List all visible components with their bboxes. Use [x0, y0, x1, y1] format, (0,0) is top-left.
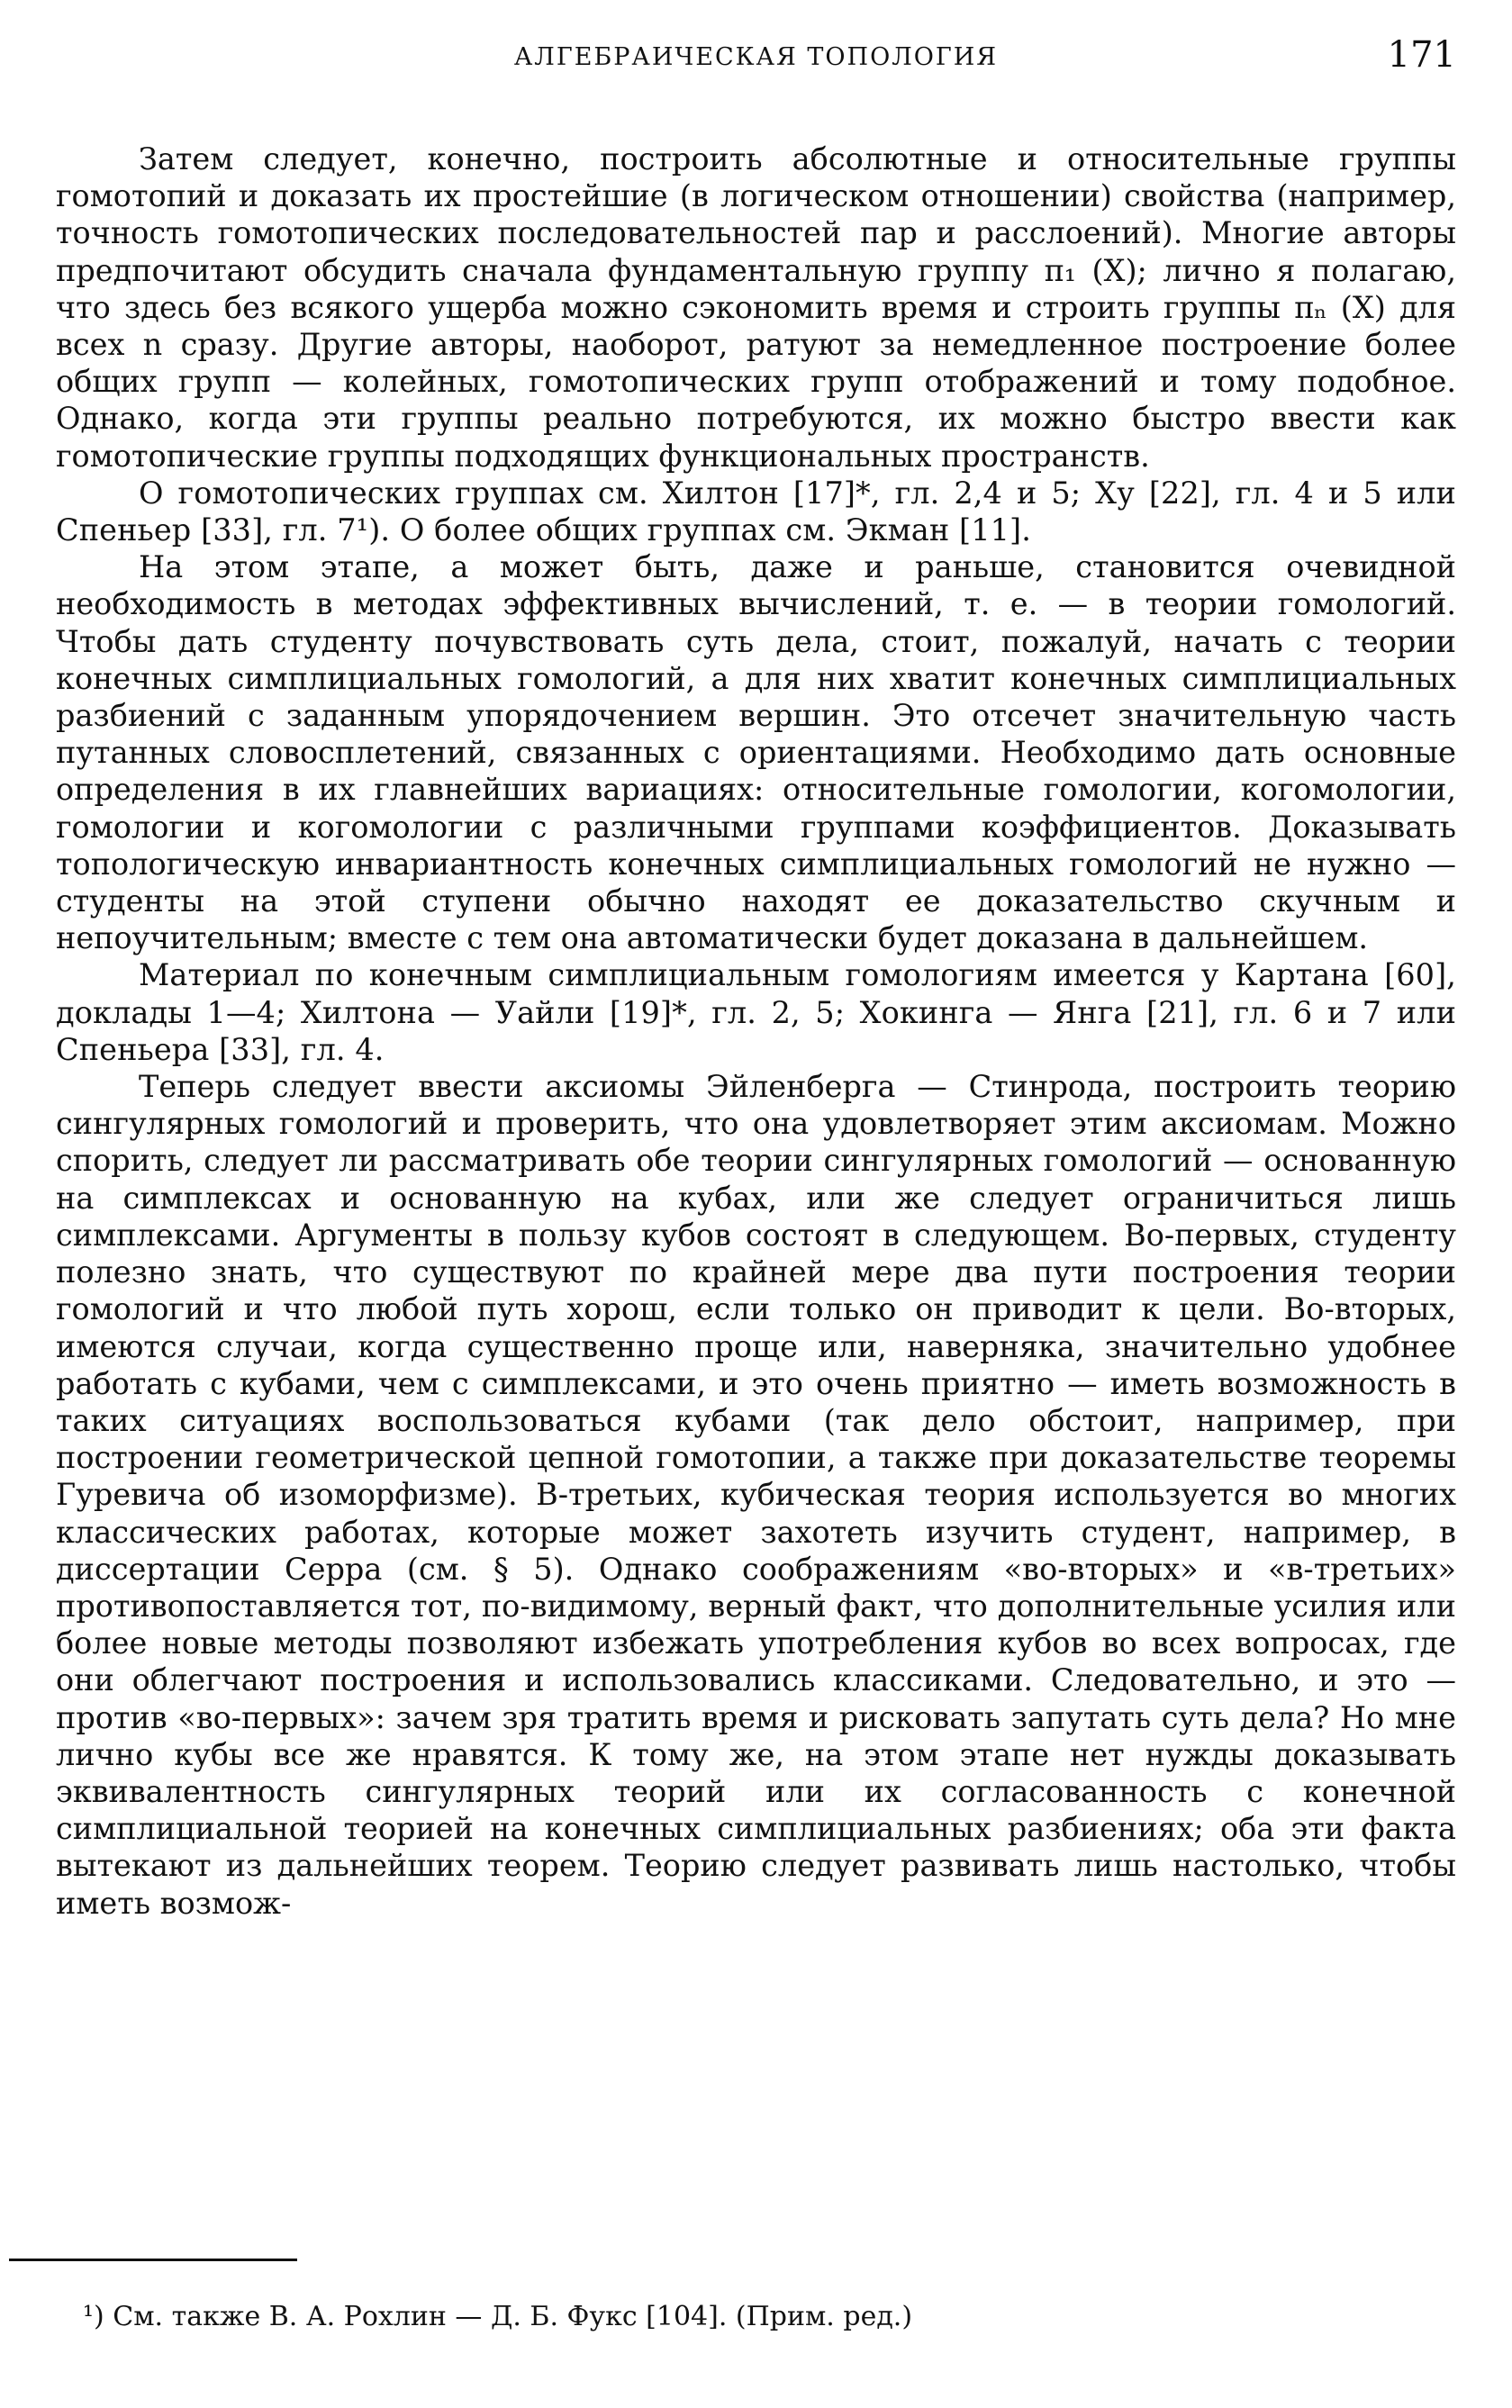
paragraph-homotopy-references: О гомотопических группах см. Хилтон [17]*, гл. 2,4 и 5; Ху [22], гл. 4 и 5 или Спеньер [33], гл. 7¹). О более общих группах см. Экман [11]. [56, 475, 1456, 548]
running-header [56, 34, 1456, 88]
paragraph-singular-homology: Теперь следует ввести аксиомы Эйленберга — Стинрода, построить теорию сингулярных гомологий и проверить, что она удовлетворяет этим аксиомам. Можно спорить, следует ли рассматривать обе теории сингулярных гомологий — основанную на симплексах и основанную на кубах, или же следует ограничиться лишь симплексами. Аргументы в пользу кубов состоят в следующем. Во-первых, студенту полезно знать, что существуют по крайней мере два пути построения теории гомологий и что любой путь хорош, если только он приводит к цели. Во-вторых, имеются случаи, когда существенно проще или, наверняка, значительно удобнее работать с кубами, чем с симплексами, и это очень приятно — иметь возможность в таких ситуациях воспользоваться кубами (так дело обстоит, например, при построении геометрической цепной гомотопии, а также при доказательстве теоремы Гуревича об изоморфизме). В-третьих, кубическая теория используется во многих классических работах, которые может захотеть изучить студент, например, в диссертации Серра (см. § 5). Однако соображениям «во-вторых» и «в-третьих» противопоставляется тот, по-видимому, верный факт, что дополнительные усилия или более новые методы позволяют избежать употребления кубов во всех вопросах, где они облегчают построения и использовались классиками. Следовательно, и это — против «во-первых»: зачем зря тратить время и рисковать запутать суть дела? Но мне лично кубы все же нравятся. К тому же, на этом этапе нет нужды доказывать эквивалентность сингулярных теорий или их согласованность с конечной симплициальной теорией на конечных симплициальных разбиениях; оба эти факта вытекают из дальнейших теорем. Теорию следует развивать лишь настолько, чтобы иметь возмож- [56, 1069, 1456, 1921]
page-number: 171 [1387, 34, 1456, 76]
book-page [56, 34, 1456, 1922]
running-title: АЛГЕБРАИЧЕСКАЯ ТОПОЛОГИЯ [513, 43, 999, 71]
paragraph-simplicial-references: Материал по конечным симплициальным гомологиям имеется у Картана [60], доклады 1—4; Хилтона — Уайли [19]*, гл. 2, 5; Хокинга — Янга [21], гл. 6 и 7 или Спеньера [33], гл. 4. [56, 957, 1456, 1067]
footnote-divider [9, 2259, 297, 2261]
paragraph-simplicial-homology: На этом этапе, а может быть, даже и раньше, становится очевидной необходимость в методах эффективных вычислений, т. е. — в теории гомологий. Чтобы дать студенту почувствовать суть дела, стоит, пожалуй, начать с теории конечных симплициальных гомологий, а для них хватит конечных симплициальных разбиений с заданным упорядочением вершин. Это отсечет значительную часть путанных словосплетений, связанных с ориентациями. Необходимо дать основные определения в их главнейших вариациях: относительные гомологии, когомологии, гомологии и когомологии с различными группами коэффициентов. Доказывать топологическую инвариантность конечных симплициальных гомологий не нужно — студенты на этой ступени обычно находят ее доказательство скучным и непоучительным; вместе с тем она автоматически будет доказана в дальнейшем. [56, 549, 1456, 956]
paragraph-homotopy-groups: Затем следует, конечно, построить абсолютные и относительные группы гомотопий и доказать их простейшие (в логическом отношении) свойства (например, точность гомотопических последовательностей пар и расслоений). Многие авторы предпочитают обсудить сначала фундаментальную группу π₁ (X); лично я полагаю, что здесь без всякого ущерба можно сэкономить время и строить группы πₙ (X) для всех n сразу. Другие авторы, наоборот, ратуют за немедленное построение более общих групп — колейных, гомотопических групп отображений и тому подобное. Однако, когда эти группы реально потребуются, их можно быстро ввести как гомотопические группы подходящих функциональных пространств. [56, 141, 1456, 474]
footnote: ¹) См. также В. А. Рохлин — Д. Б. Фукс [104]. (Прим. ред.) [83, 2301, 913, 2332]
body-text [56, 140, 1456, 1922]
